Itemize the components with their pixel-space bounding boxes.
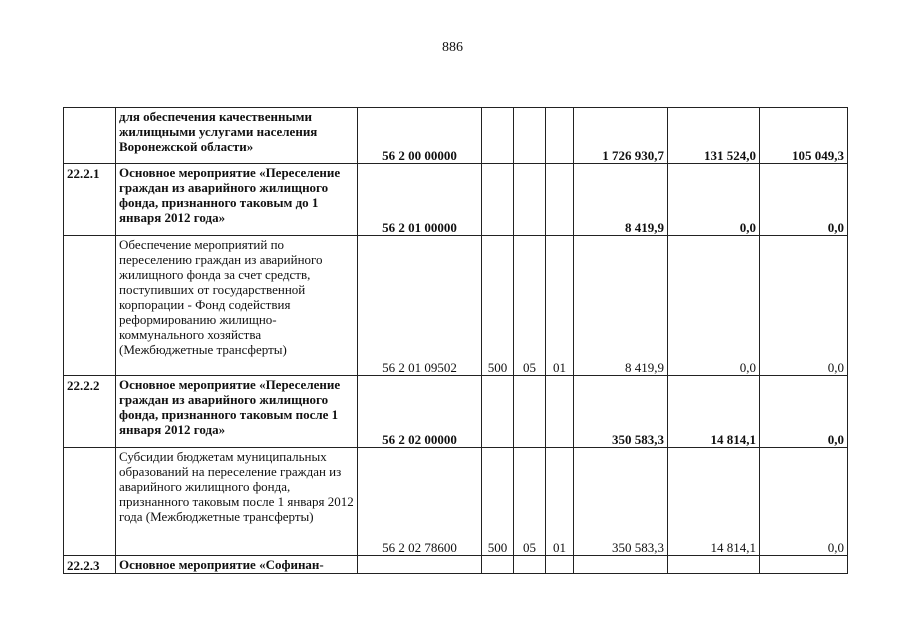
row-vr: [482, 376, 514, 448]
row-csr: 56 2 02 78600: [358, 448, 482, 556]
row-vr: [482, 108, 514, 164]
budget-table: [63, 107, 848, 574]
row-value-1: 8 419,9: [574, 236, 668, 376]
row-csr: 56 2 01 00000: [358, 164, 482, 236]
row-name: Обеспечение мероприятий по переселению граждан из аварийного жилищного фонда за счет средств, поступивших от государственной корпорации - Фонд содействия реформированию жилищно-коммунального хозяйства (Межбюджетные трансферты): [116, 236, 358, 376]
row-pr: 01: [546, 236, 574, 376]
row-code: [64, 236, 116, 376]
row-vr: [482, 556, 514, 574]
row-value-2: 0,0: [668, 236, 760, 376]
row-rz: [514, 164, 546, 236]
row-name: Основное мероприятие «Софинан-: [116, 556, 358, 574]
row-rz: [514, 108, 546, 164]
row-csr: 56 2 01 09502: [358, 236, 482, 376]
row-value-1: 350 583,3: [574, 376, 668, 448]
table-row: [64, 108, 848, 164]
row-code: 22.2.3: [64, 556, 116, 574]
row-value-3: 0,0: [760, 236, 848, 376]
row-value-2: [668, 556, 760, 574]
row-code: 22.2.2: [64, 376, 116, 448]
row-csr: 56 2 02 00000: [358, 376, 482, 448]
row-value-2: 14 814,1: [668, 448, 760, 556]
row-name: для обеспечения качественными жилищными услугами населения Воронежской области»: [116, 108, 358, 164]
row-value-1: 1 726 930,7: [574, 108, 668, 164]
row-pr: [546, 556, 574, 574]
table-row: [64, 448, 848, 556]
row-code: [64, 108, 116, 164]
row-csr: 56 2 00 00000: [358, 108, 482, 164]
row-value-1: 350 583,3: [574, 448, 668, 556]
row-rz: [514, 556, 546, 574]
row-vr: 500: [482, 236, 514, 376]
row-value-3: 105 049,3: [760, 108, 848, 164]
table-row: [64, 164, 848, 236]
row-value-1: [574, 556, 668, 574]
table-row: [64, 556, 848, 574]
row-value-2: 0,0: [668, 164, 760, 236]
row-value-3: 0,0: [760, 376, 848, 448]
row-code: [64, 448, 116, 556]
row-csr: [358, 556, 482, 574]
row-pr: [546, 376, 574, 448]
row-value-3: [760, 556, 848, 574]
row-value-3: 0,0: [760, 448, 848, 556]
row-value-3: 0,0: [760, 164, 848, 236]
table-row: [64, 376, 848, 448]
row-code: 22.2.1: [64, 164, 116, 236]
table-row: [64, 236, 848, 376]
row-pr: [546, 164, 574, 236]
row-name: Субсидии бюджетам муниципальных образований на переселение граждан из аварийного жилищного фонда, признанного таковым после 1 января 2012 года (Межбюджетные трансферты): [116, 448, 358, 556]
row-value-2: 131 524,0: [668, 108, 760, 164]
row-value-2: 14 814,1: [668, 376, 760, 448]
row-rz: 05: [514, 448, 546, 556]
row-pr: [546, 108, 574, 164]
row-rz: 05: [514, 236, 546, 376]
row-pr: 01: [546, 448, 574, 556]
row-value-1: 8 419,9: [574, 164, 668, 236]
page-number: 886: [442, 40, 463, 55]
row-rz: [514, 376, 546, 448]
row-vr: 500: [482, 448, 514, 556]
row-name: Основное мероприятие «Переселение граждан из аварийного жилищного фонда, признанного таковым после 1 января 2012 года»: [116, 376, 358, 448]
row-name: Основное мероприятие «Переселение граждан из аварийного жилищного фонда, признанного таковым до 1 января 2012 года»: [116, 164, 358, 236]
row-vr: [482, 164, 514, 236]
